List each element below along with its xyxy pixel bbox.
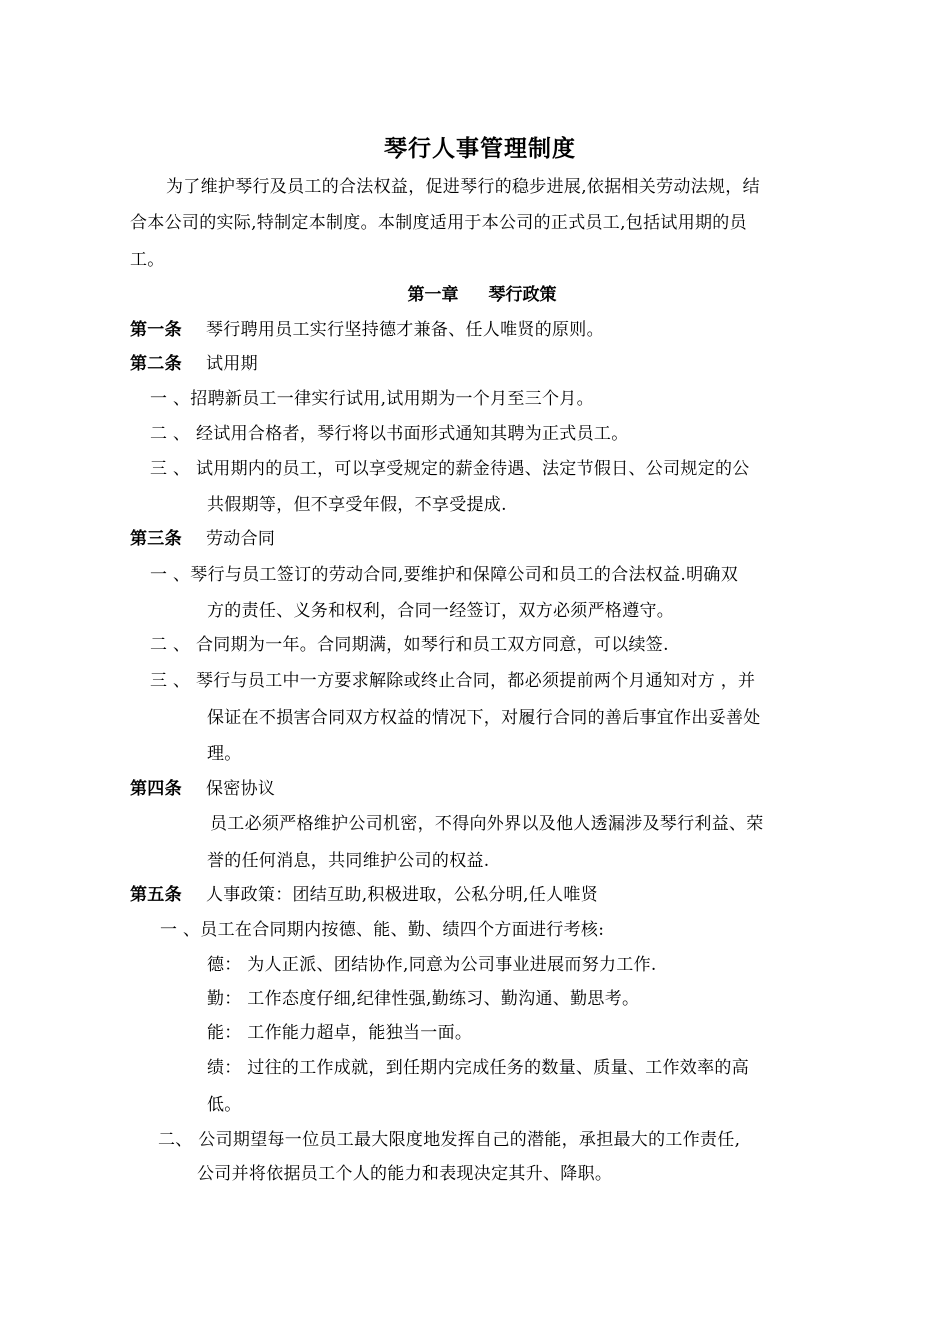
article-5 (130, 884, 598, 906)
article-3-label: 第三条 (130, 529, 182, 549)
intro-line-3: 工。 (130, 250, 165, 270)
article-3-item-3-cont: 保证在不损害合同双方权益的情况下，对履行合同的善后事宜作出妥善处 (207, 708, 761, 728)
article-2-item-3-cont: 共假期等，但不享受年假，不享受提成. (207, 495, 507, 515)
article-5-item-1: 一 、员工在合同期内按德、能、勤、绩四个方面进行考核: (160, 920, 605, 940)
chapter-name: 琴行政策 (488, 285, 557, 305)
article-2-item-2: 二 、 经试用合格者，琴行将以书面形式通知其聘为正式员工。 (150, 424, 629, 444)
article-4-body-1: 员工必须严格维护公司机密，不得向外界以及他人透漏涉及琴行利益、荣 (210, 814, 764, 834)
article-3-item-1: 一 、琴行与员工签订的劳动合同,要维护和保障公司和员工的合法权益.明确双 (150, 565, 739, 585)
criterion-ji-cont: 低。 (207, 1095, 242, 1115)
article-4-heading: 保密协议 (206, 779, 276, 799)
article-3-item-3: 三 、 琴行与员工中一方要求解除或终止合同，都必须提前两个月通知对方 ，并 (150, 671, 756, 691)
criterion-qin: 勤： 工作态度仔细,纪律性强,勤练习、勤沟通、勤思考。 (207, 989, 640, 1009)
intro-line-1: 为了维护琴行及员工的合法权益，促进琴行的稳步进展,依据相关劳动法规，结 (166, 177, 760, 197)
article-3 (130, 528, 275, 550)
article-4-label: 第四条 (130, 779, 182, 799)
chapter-heading (0, 284, 950, 306)
intro-line-2: 合本公司的实际,特制定本制度。本制度适用于本公司的正式员工,包括试用期的员 (130, 213, 747, 233)
criterion-de: 德： 为人正派、团结协作,同意为公司事业进展而努力工作. (207, 955, 657, 975)
article-2-item-3: 三 、 试用期内的员工，可以享受规定的薪金待遇、法定节假日、公司规定的公 (150, 459, 750, 479)
article-5-heading: 人事政策：团结互助,积极进取，公私分明,任人唯贤 (206, 885, 599, 905)
chapter-number: 第一章 (407, 285, 459, 305)
article-2 (130, 353, 258, 375)
article-2-heading: 试用期 (206, 354, 258, 374)
article-2-item-1: 一 、招聘新员工一律实行试用,试用期为一个月至三个月。 (150, 389, 594, 409)
article-1-label: 第一条 (130, 320, 182, 340)
article-5-item-2: 二、 公司期望每一位员工最大限度地发挥自己的潜能，承担最大的工作责任, (158, 1130, 741, 1150)
article-3-heading: 劳动合同 (206, 529, 276, 549)
article-4-body-2: 誉的任何消息，共同维护公司的权益. (207, 851, 490, 871)
article-3-item-1-cont: 方的责任、义务和权利，合同一经签订，双方必须严格遵守。 (207, 601, 675, 621)
criterion-ji: 绩： 过往的工作成就，到任期内完成任务的数量、质量、工作效率的高 (207, 1058, 750, 1078)
document-title: 琴行人事管理制度 (384, 136, 576, 162)
article-4 (130, 778, 275, 800)
article-3-item-2: 二 、 合同期为一年。合同期满，如琴行和员工双方同意，可以续签. (150, 635, 669, 655)
article-1 (130, 319, 604, 341)
article-5-item-2-cont: 公司并将依据员工个人的能力和表现决定其升、降职。 (197, 1164, 613, 1184)
criterion-neng: 能： 工作能力超卓，能独当一面。 (207, 1023, 473, 1043)
article-3-item-3-end: 理。 (207, 744, 242, 764)
article-5-label: 第五条 (130, 885, 182, 905)
article-2-label: 第二条 (130, 354, 182, 374)
article-1-text: 琴行聘用员工实行坚持德才兼备、任人唯贤的原则。 (206, 320, 604, 340)
